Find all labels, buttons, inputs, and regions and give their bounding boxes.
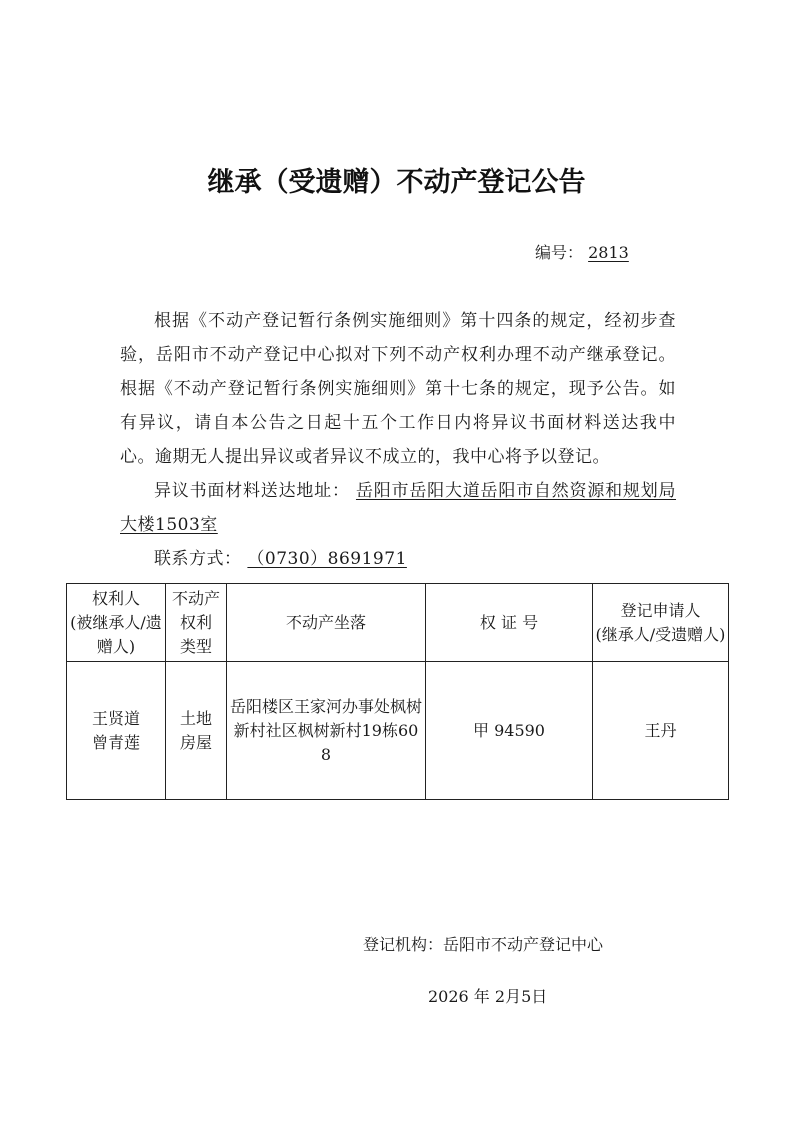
- cell-location: 岳阳楼区王家河办事处枫树新村社区枫树新村19栋608: [227, 662, 426, 800]
- header-cert: 权 证 号: [426, 584, 593, 662]
- registration-org: 登记机构：岳阳市不动产登记中心: [363, 935, 604, 954]
- cell-applicant: 王丹: [593, 662, 729, 800]
- table-header-row: [67, 584, 729, 662]
- header-applicant: 登记申请人 (继承人/受遗赠人): [593, 584, 729, 662]
- notice-date: 2026 年 2月5日: [428, 987, 548, 1006]
- page-title: 继承（受遗赠）不动产登记公告: [207, 167, 586, 198]
- address-value: 岳阳市岳阳大道岳阳市自然资源和规划局大楼1503室: [120, 481, 677, 535]
- cell-cert: 甲 94590: [426, 662, 593, 800]
- notice-paragraph: 根据《不动产登记暂行条例实施细则》第十四条的规定，经初步查验，岳阳市不动产登记中心拟对下列不动产权利办理不动产继承登记。根据《不动产登记暂行条例实施细则》第十七条的规定，现予公告。如有异议，请自本公告之日起十五个工作日内将异议书面材料送达我中心。逾期无人提出异议或者异议不成立的，我中心将予以登记。: [120, 311, 676, 467]
- doc-number-label: 编号：: [535, 243, 584, 262]
- contact-line: [120, 542, 676, 576]
- address-label: 异议书面材料送达地址：: [154, 481, 350, 501]
- header-type: 不动产 权利 类型: [166, 584, 227, 662]
- header-location: 不动产坐落: [227, 584, 426, 662]
- header-holder: 权利人 (被继承人/遗赠人): [67, 584, 166, 662]
- doc-number: [535, 240, 629, 263]
- cell-type: 土地 房屋: [166, 662, 227, 800]
- doc-number-value: 2813: [588, 243, 629, 262]
- notice-body: [120, 304, 676, 576]
- table-row: [67, 662, 729, 800]
- address-line: [120, 474, 676, 542]
- contact-label: 联系方式：: [154, 549, 242, 569]
- contact-value: （0730）8691971: [247, 549, 407, 569]
- registration-table: [66, 583, 729, 800]
- cell-holder: 王贤道 曾青莲: [67, 662, 166, 800]
